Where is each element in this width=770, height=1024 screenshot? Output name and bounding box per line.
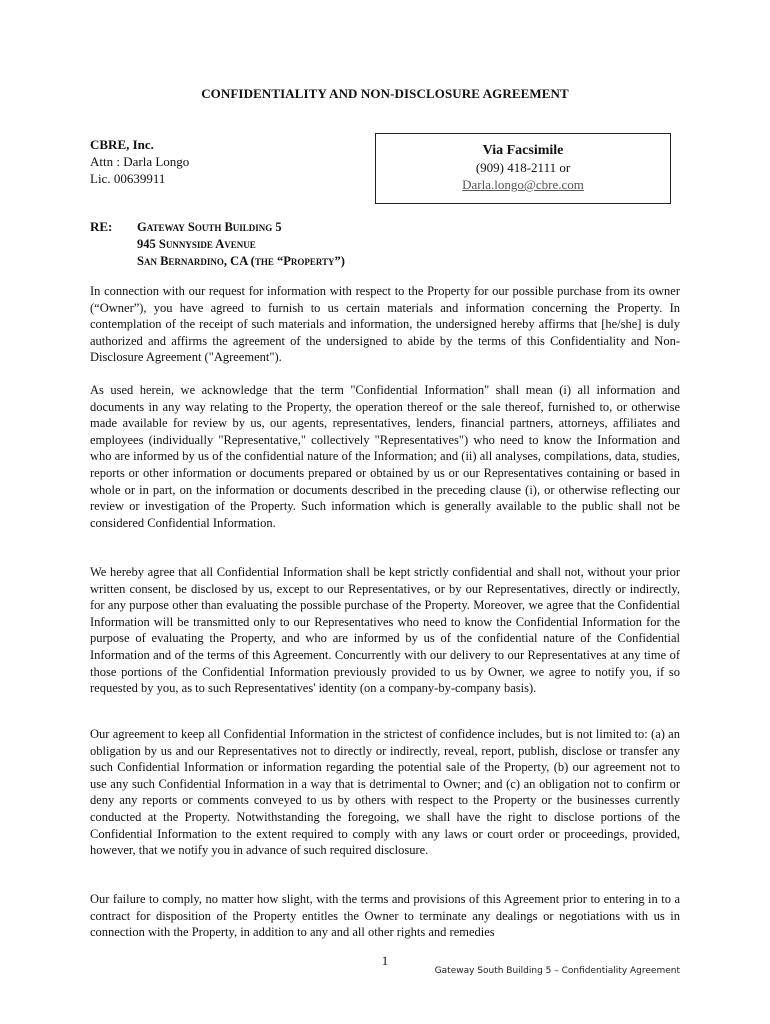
- paragraph-3: We hereby agree that all Confidential Information shall be kept strictly confidential and shall not, without your prior written consent, be disclosed by us, except to our Representatives, or by our Representatives, directly or indirectly, for any purpose other than evaluating the possible purchase of the Property. Moreover, we agree that the Confidential Information will be transmitted only to our Representatives who need to know the Confidential Information for the purpose of evaluating the Property, and who are informed by us of the confidential nature of the Confidential Information and of the terms of this Agreement. Concurrently with our delivery to our Representatives at any time of those portions of the Confidential Information previously provided to us by Owner, we agree to notify you, if so requested by you, as to such Representatives' identity (on a company-by-company basis).: [90, 565, 680, 696]
- document-title: CONFIDENTIALITY AND NON-DISCLOSURE AGREEMENT: [201, 86, 569, 101]
- re-line-3: San Bernardino, CA (the “Property”): [137, 254, 345, 268]
- re-subject: [137, 219, 345, 270]
- recipient-attn: Attn : Darla Longo: [90, 154, 190, 169]
- page-number: 1: [381, 953, 389, 968]
- delivery-email-link[interactable]: Darla.longo@cbre.com: [462, 177, 584, 192]
- delivery-box: [375, 133, 671, 204]
- page-footer: Gateway South Building 5 – Confidentiality Agreement: [434, 966, 680, 976]
- re-line-1: Gateway South Building 5: [137, 220, 282, 234]
- paragraph-5: Our failure to comply, no matter how slight, with the terms and provisions of this Agreement prior to entering in to a contract for disposition of the Property entitles the Owner to terminate any dealings or negotiations with us in connection with the Property, in addition to any and all other rights and remedies: [90, 892, 680, 940]
- re-label: RE:: [90, 219, 113, 234]
- paragraph-4: Our agreement to keep all Confidential Information in the strictest of confidence includes, but is not limited to: (a) an obligation by us and our Representatives not to directly or indirectly, reveal, report, publish, disclose or transfer any such Confidential Information or information regarding the potential sale of the Property, (b) our agreement not to use any such Confidential Information in a way that is detrimental to Owner; and (c) an obligation not to confirm or deny any reports or comments conveyed to us by others with respect to the Property or the businesses currently conducted at the Property. Notwithstanding the foregoing, we shall have the right to disclose portions of the Confidential Information to the extent required to comply with any laws or court order or proceedings, provided, however, that we notify you in advance of such required disclosure.: [90, 727, 680, 858]
- recipient-company: CBRE, Inc.: [90, 137, 154, 152]
- delivery-title: Via Facsimile: [482, 143, 564, 158]
- recipient-address: [90, 136, 189, 187]
- recipient-license: Lic. 00639911: [90, 171, 166, 186]
- paragraph-1: In connection with our request for information with respect to the Property for our possible purchase from its owner (“Owner”), you have agreed to furnish to us certain materials and information concerning the Property. In contemplation of the receipt of such materials and information, the undersigned hereby affirms that [he/she] is duly authorized and affirms the agreement of the undersigned to abide by the terms of this Confidentiality and Non-Disclosure Agreement ("Agreement").: [90, 284, 680, 365]
- paragraph-2: As used herein, we acknowledge that the term "Confidential Information" shall mean (i) all information and documents in any way relating to the Property, the operation thereof or the sale thereof, furnished to, or otherwise made available for review by us, our agents, representatives, lenders, financial partners, attorneys, affiliates and employees (individually "Representative," collectively "Representatives") who need to know the Information and who are informed by us of the confidential nature of the Information; and (ii) all analyses, compilations, data, studies, reports or other information or documents prepared or obtained by us or our Representatives containing or based in whole or in part, on the information or documents described in the preceding clause (i), or otherwise reflecting our review or investigation of the Property. Such information which is generally available to the public shall not be considered Confidential Information.: [90, 383, 680, 530]
- delivery-phone: (909) 418-2111 or: [475, 160, 571, 175]
- re-line-2: 945 Sunnyside Avenue: [137, 237, 256, 251]
